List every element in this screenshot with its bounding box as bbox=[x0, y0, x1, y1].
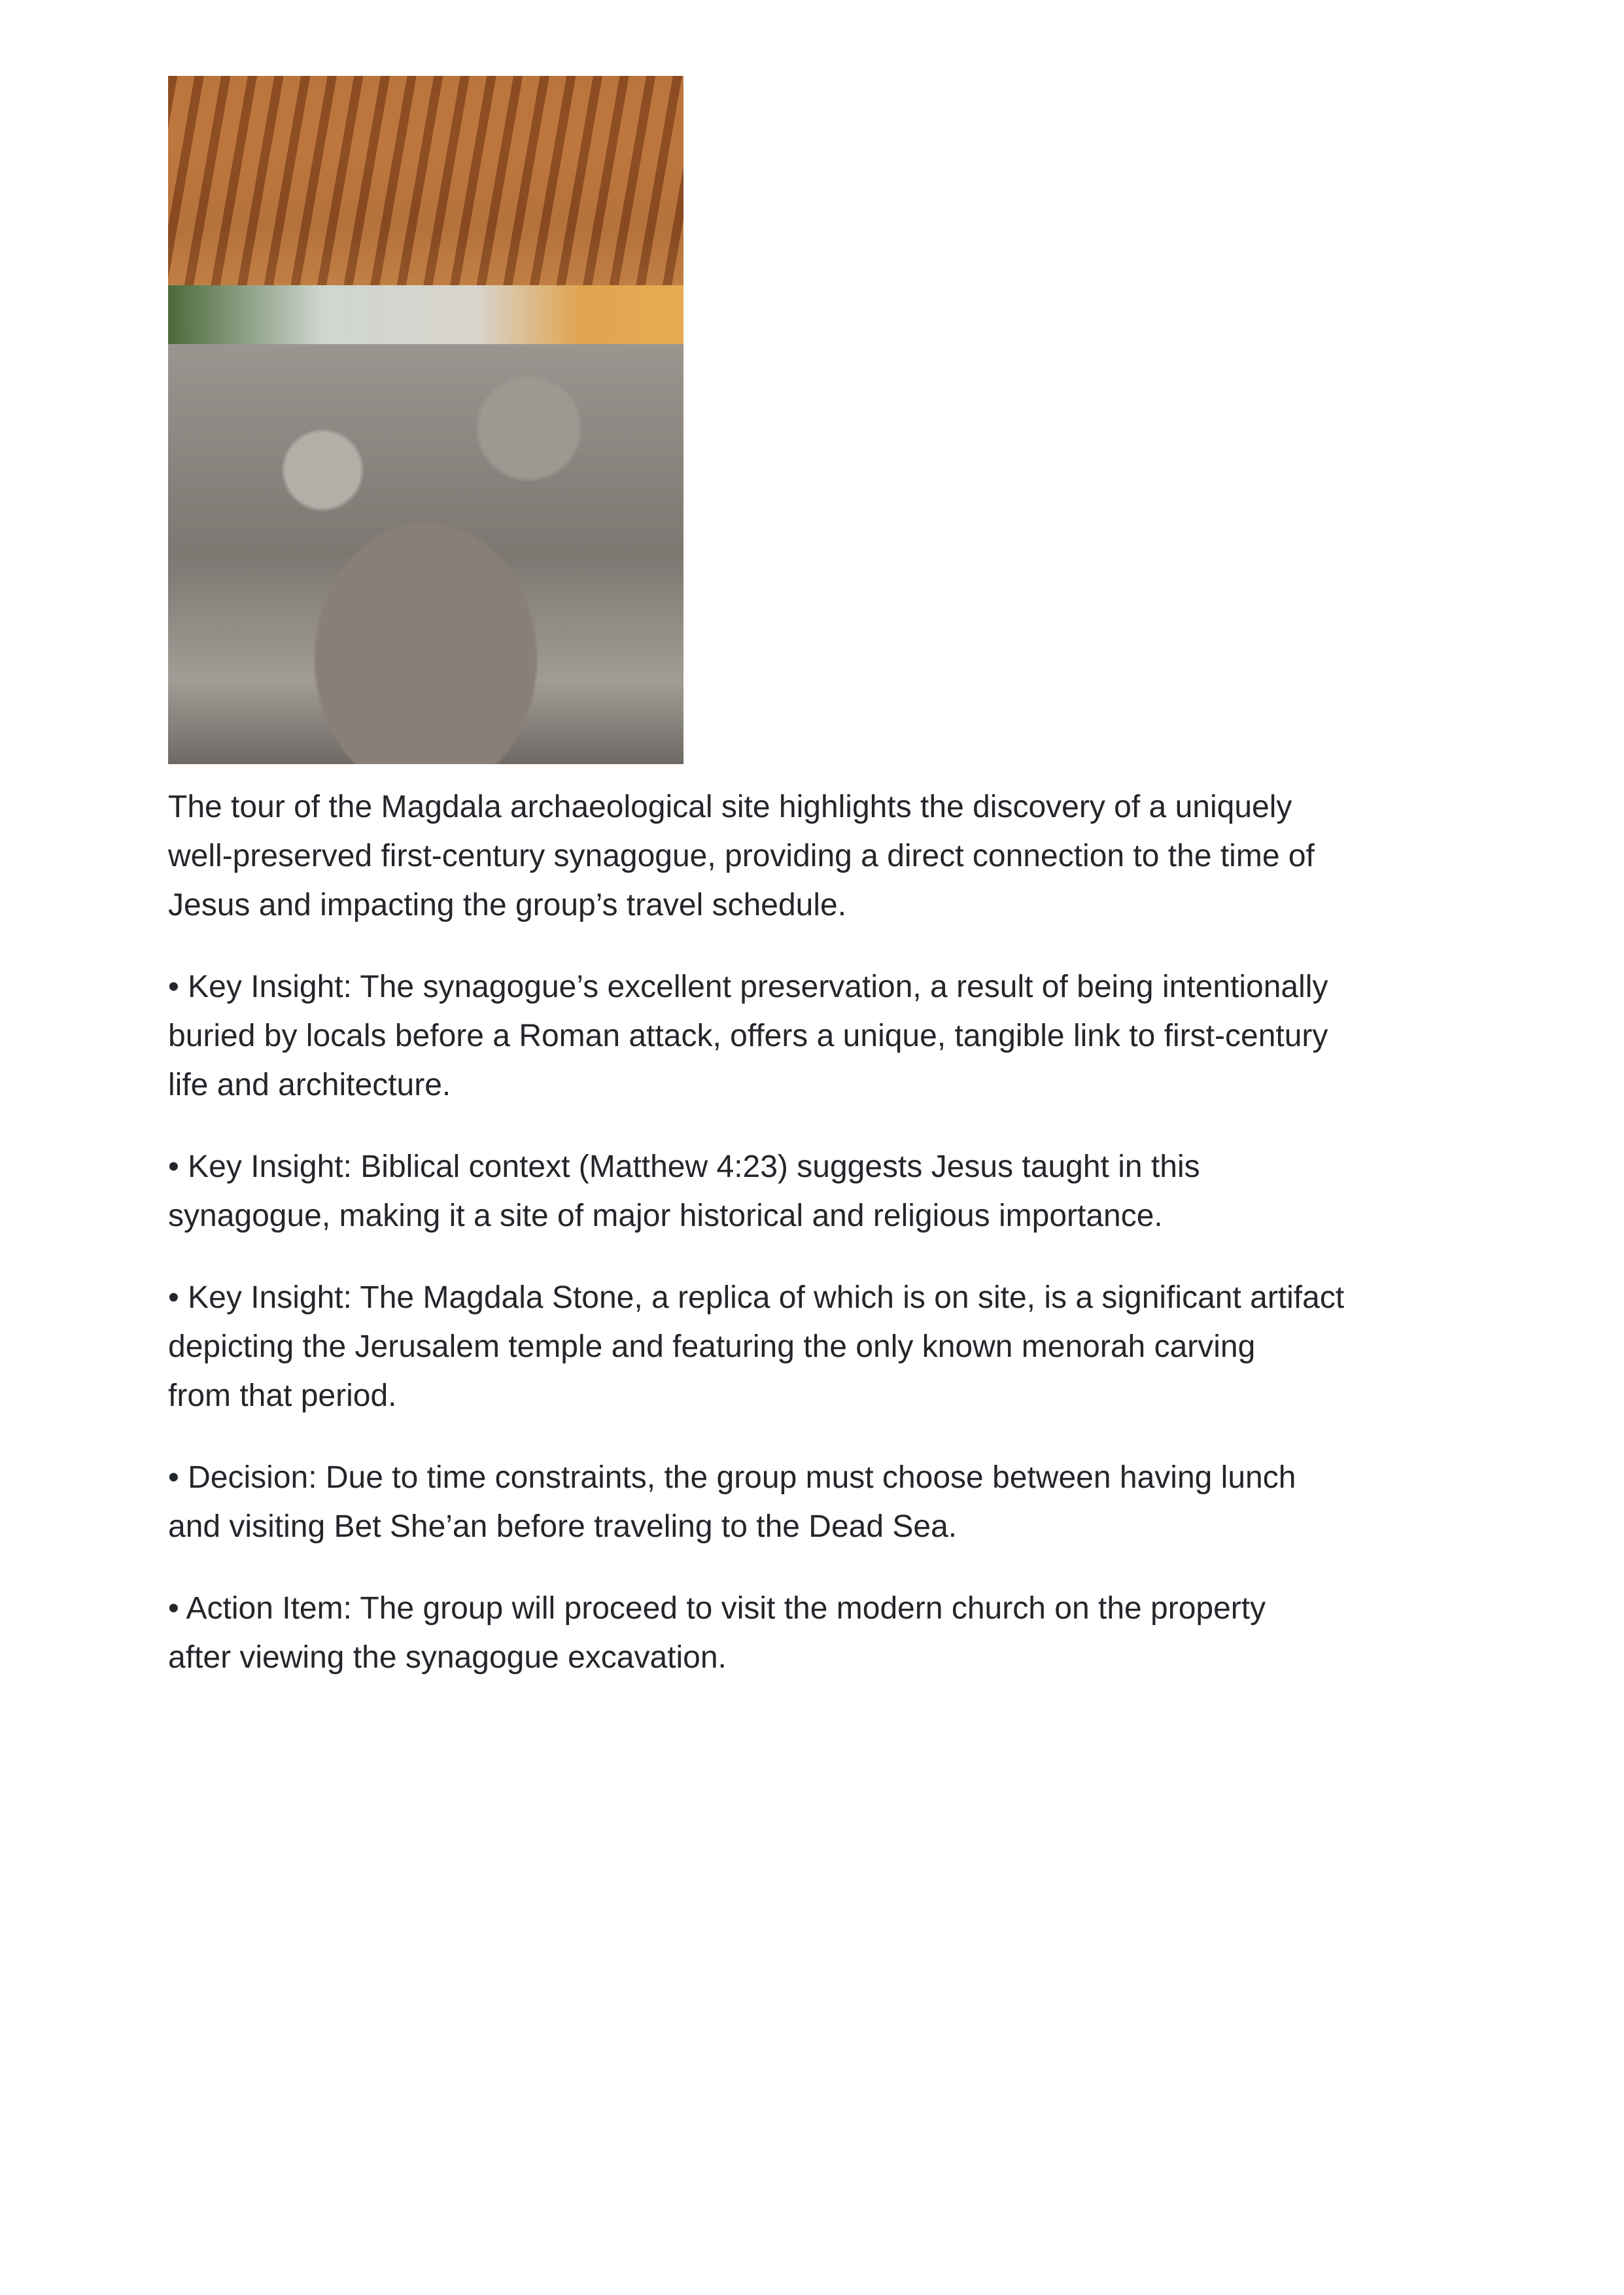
text-line: after viewing the synagogue excavation. bbox=[168, 1640, 727, 1675]
summary-paragraph bbox=[168, 782, 1476, 930]
text-line: • Decision: Due to time constraints, the group must choose between having lunch bbox=[168, 1460, 1296, 1495]
text-line: depicting the Jerusalem temple and featuring the only known menorah carving bbox=[168, 1329, 1256, 1364]
text-line: synagogue, making it a site of major historical and religious importance. bbox=[168, 1199, 1163, 1233]
photo-background bbox=[168, 285, 683, 344]
text-line: well-preserved first-century synagogue, providing a direct connection to the time of bbox=[168, 839, 1315, 873]
bullet-paragraph bbox=[168, 1584, 1476, 1682]
text-line: Jesus and impacting the group’s travel schedule. bbox=[168, 888, 847, 922]
photo-roof bbox=[168, 76, 683, 292]
text-line: • Action Item: The group will proceed to visit the modern church on the property bbox=[168, 1591, 1266, 1626]
bullet-paragraph bbox=[168, 1273, 1476, 1420]
summary-text bbox=[168, 782, 1476, 1715]
bullet-paragraph bbox=[168, 962, 1476, 1110]
bullet-paragraph bbox=[168, 1453, 1476, 1551]
text-line: • Key Insight: The synagogue’s excellent preservation, a result of being intentionally bbox=[168, 970, 1328, 1004]
synagogue-photo bbox=[168, 76, 683, 764]
text-line: and visiting Bet She’an before traveling to the Dead Sea. bbox=[168, 1509, 958, 1544]
text-line: buried by locals before a Roman attack, offers a unique, tangible link to first-century bbox=[168, 1019, 1328, 1053]
text-line: The tour of the Magdala archaeological site highlights the discovery of a uniquely bbox=[168, 790, 1292, 824]
photo-excavation bbox=[168, 344, 683, 764]
text-line: from that period. bbox=[168, 1378, 397, 1413]
text-line: • Key Insight: The Magdala Stone, a replica of which is on site, is a significant artifact bbox=[168, 1280, 1345, 1315]
text-line: life and architecture. bbox=[168, 1068, 451, 1102]
text-line: • Key Insight: Biblical context (Matthew 4:23) suggests Jesus taught in this bbox=[168, 1149, 1200, 1184]
bullet-paragraph bbox=[168, 1142, 1476, 1240]
